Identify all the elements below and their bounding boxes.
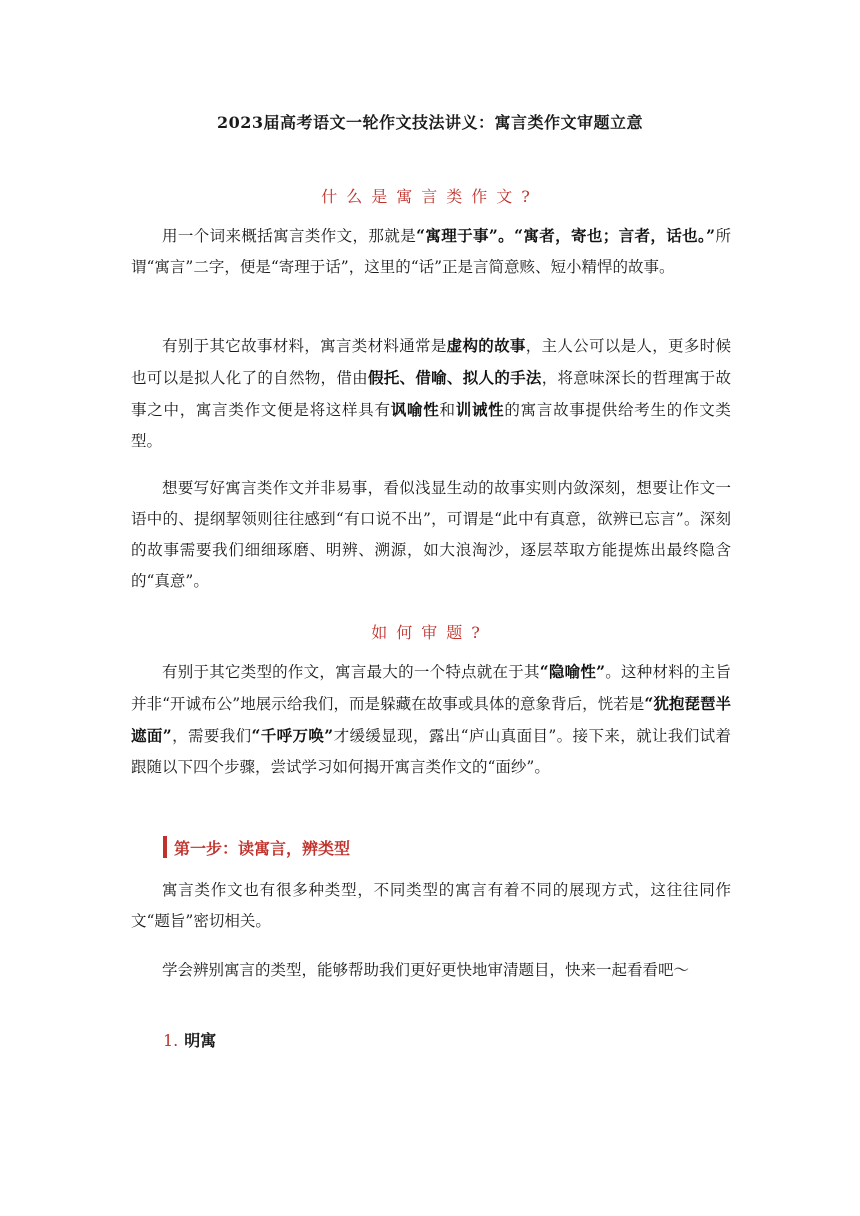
paragraph-types: 寓言类作文也有很多种类型，不同类型的寓言有着不同的展现方式，这往往同作文“题旨”密切相关。 (131, 881, 731, 930)
subitem-number: 1. (163, 1031, 179, 1050)
section-heading-how-to: 如何审题? (371, 623, 489, 642)
paragraph-definition: 用一个词来概括寓言类作文，那就是“寓理于事”。“寓者，寄也；言者，话也。”所谓“寓言”二字，便是“寄理于话”，这里的“话”正是言简意赅、短小精悍的故事。 (131, 226, 731, 276)
step-marker-bar (163, 836, 167, 858)
subitem-label: 明寓 (184, 1031, 217, 1050)
subitem-explicit-fable (163, 1028, 216, 1051)
paragraph-difficulty: 想要写好寓言类作文并非易事，看似浅显生动的故事实则内敛深刻，想要让作文一语中的、提纲挈领则往往感到“有口说不出”，可谓是“此中有真意，欲辨已忘言”。深刻的故事需要我们细细琢磨、明辨、溯源，如大浪淘沙，逐层萃取方能提炼出最终隐含的“真意”。 (131, 479, 731, 590)
paragraph-fiction: 有别于其它故事材料，寓言类材料通常是虚构的故事，主人公可以是人，更多时候也可以是拟人化了的自然物，借由假托、借喻、拟人的手法，将意味深长的哲理寓于故事之中，寓言类作文便是将这样具有讽喻性和训诫性的寓言故事提供给考生的作文类型。 (131, 336, 731, 450)
step-label: 第一步：读寓言，辨类型 (174, 838, 351, 858)
step-heading (163, 836, 350, 858)
section-heading-what-is: 什么是寓言类作文? (321, 187, 539, 206)
paragraph-metaphor: 有别于其它类型的作文，寓言最大的一个特点就在于其“隐喻性”。这种材料的主旨并非“开诚布公”地展示给我们，而是躲藏在故事或具体的意象背后，恍若是“犹抱琵琶半遮面”，需要我们“千呼万唤”才缓缓显现，露出“庐山真面目”。接下来，就让我们试着跟随以下四个步骤，尝试学习如何揭开寓言类作文的“面纱”。 (131, 662, 731, 776)
paragraph-identify: 学会辨别寓言的类型，能够帮助我们更好更快地审清题目，快来一起看看吧～ (162, 961, 690, 979)
document-title: 2023届高考语文一轮作文技法讲义：寓言类作文审题立意 (216, 113, 644, 132)
